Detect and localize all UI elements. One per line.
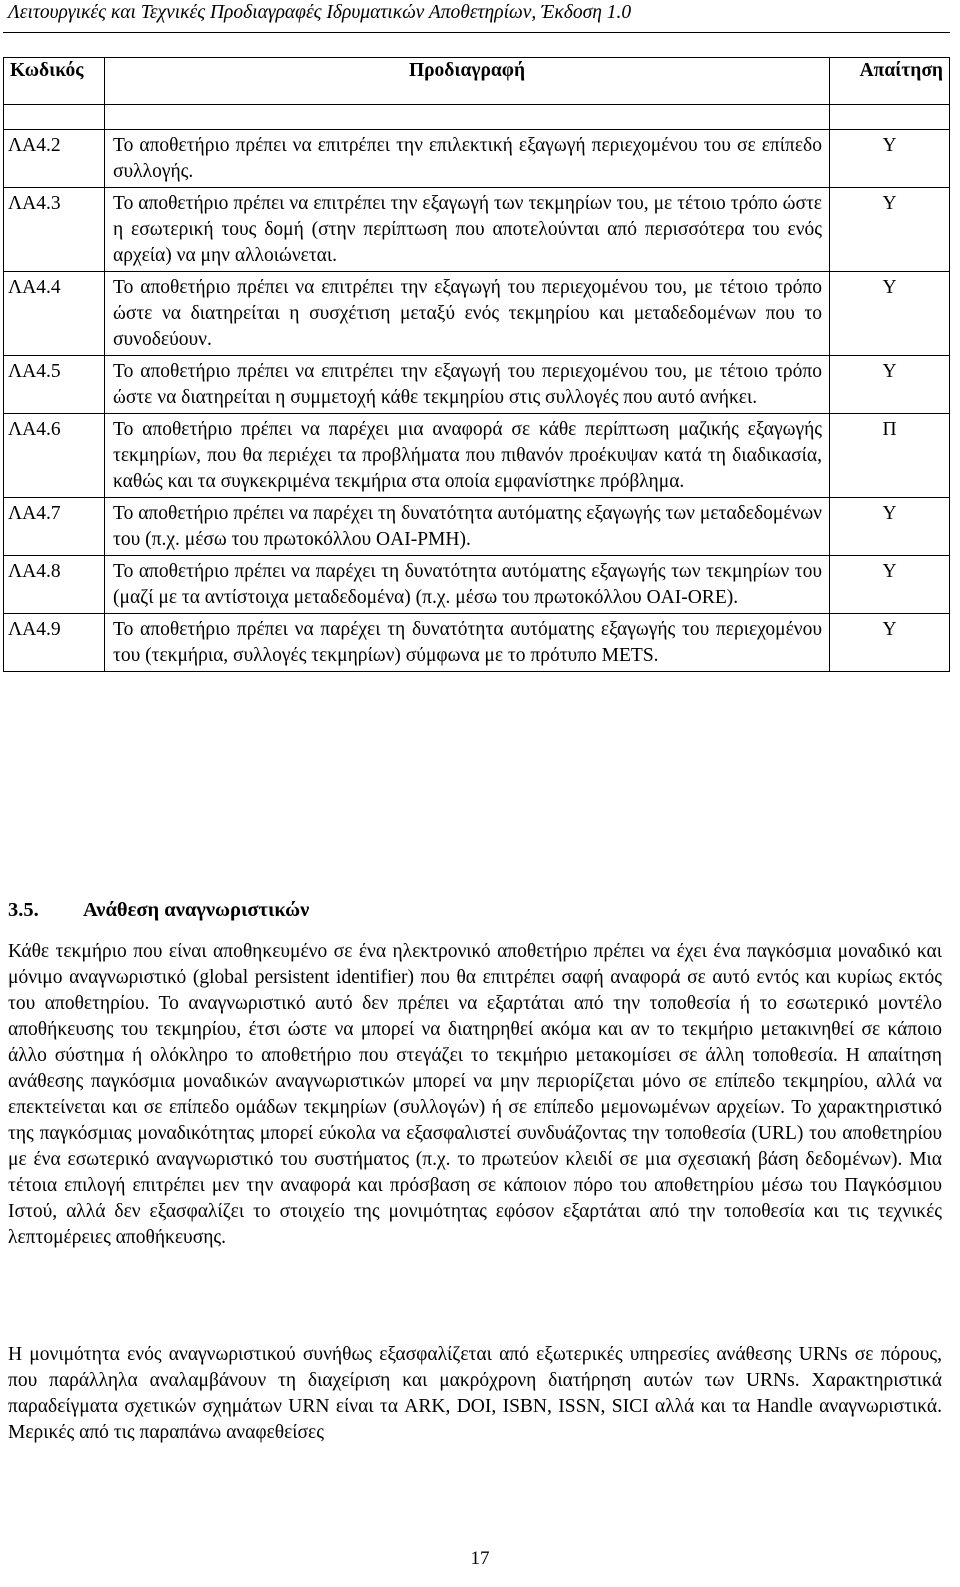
- requirements-table: [3, 57, 950, 672]
- header-spec: Προδιαγραφή: [105, 58, 830, 105]
- table-row: [4, 272, 950, 356]
- row-text: Το αποθετήριο πρέπει να παρέχει τη δυνατότητα αυτόματης εξαγωγής των τεκμηρίων του (μαζί με τα αντίστοιχα μεταδεδομένα) (π.χ. μέσω του πρωτοκόλλου OAI-ORE).: [105, 556, 830, 614]
- row-text: Το αποθετήριο πρέπει να παρέχει μια αναφορά σε κάθε περίπτωση μαζικής εξαγωγής τεκμηρίων, που θα περιέχει τα προβλήματα που πιθανόν προέκυψαν κατά τη διαδικασία, καθώς και τα συγκεκριμένα τεκμήρια στα οποία εμφανίστηκε πρόβλημα.: [105, 414, 830, 498]
- table-spacer-row: [4, 105, 950, 130]
- table-row: [4, 614, 950, 672]
- row-code: ΛΑ4.8: [4, 556, 105, 614]
- table-row: [4, 130, 950, 188]
- row-text: Το αποθετήριο πρέπει να επιτρέπει την εξαγωγή του περιεχομένου του, με τέτοιο τρόπο ώστε να διατηρείται η συμμετοχή κάθε τεκμηρίου στις συλλογές που αυτό ανήκει.: [105, 356, 830, 414]
- table-row: [4, 498, 950, 556]
- row-requirement: Υ: [830, 556, 950, 614]
- row-code: ΛΑ4.2: [4, 130, 105, 188]
- row-requirement: Υ: [830, 188, 950, 272]
- header-rule: [3, 32, 950, 33]
- row-requirement: Υ: [830, 356, 950, 414]
- running-header: Λειτουργικές και Τεχνικές Προδιαγραφές Ιδρυματικών Αποθετηρίων, Έκδοση 1.0: [8, 2, 632, 23]
- row-requirement: Υ: [830, 272, 950, 356]
- row-text: Το αποθετήριο πρέπει να επιτρέπει την εξαγωγή των τεκμηρίων του, με τέτοιο τρόπο ώστε η εσωτερική τους δομή (στην περίπτωση που αποτελούνται από περισσότερα του ενός αρχεία) να μην αλλοιώνεται.: [105, 188, 830, 272]
- table-row: [4, 414, 950, 498]
- row-code: ΛΑ4.9: [4, 614, 105, 672]
- row-text: Το αποθετήριο πρέπει να παρέχει τη δυνατότητα αυτόματης εξαγωγής του περιεχομένου του (τεκμήρια, συλλογές τεκμηρίων) σύμφωνα με το πρότυπο METS.: [105, 614, 830, 672]
- table-header-row: [4, 58, 950, 105]
- section-number: 3.5.: [8, 899, 39, 921]
- row-code: ΛΑ4.5: [4, 356, 105, 414]
- table-row: [4, 188, 950, 272]
- row-text: Το αποθετήριο πρέπει να επιτρέπει την επιλεκτική εξαγωγή περιεχομένου του σε επίπεδο συλλογής.: [105, 130, 830, 188]
- section-heading: [8, 899, 309, 922]
- row-requirement: Υ: [830, 498, 950, 556]
- header-requirement: Απαίτηση: [830, 58, 950, 105]
- row-requirement: Υ: [830, 130, 950, 188]
- body-paragraph: Κάθε τεκμήριο που είναι αποθηκευμένο σε ένα ηλεκτρονικό αποθετήριο πρέπει να έχει ένα παγκόσμια μοναδικό και μόνιμο αναγνωριστικό (global persistent identifier) που θα επιτρέπει σαφή αναφορά σε αυτό εντός και κυρίως εκτός του αποθετηρίου. Το αναγνωριστικό αυτό δεν πρέπει να εξαρτάται από την τοποθεσία ή το εσωτερικό μοντέλο αποθήκευσης του τεκμηρίου, έτσι ώστε να μπορεί να διατηρηθεί ακόμα και αν το τεκμήριο μετακινηθεί σε κάποιο άλλο σύστημα ή ολόκληρο το αποθετήριο που στεγάζει το τεκμήριο μετακομίσει σε άλλη τοποθεσία. Η απαίτηση ανάθεσης παγκόσμια μοναδικών αναγνωριστικών μπορεί να μην περιορίζεται μόνο σε επίπεδο τεκμηρίου, αλλά να επεκτείνεται και σε επίπεδο ομάδων τεκμηρίων (συλλογών) ή σε επίπεδο μεμονωμένων αρχείων. Το χαρακτηριστικό της παγκόσμιας μοναδικότητας μπορεί εύκολα να εξασφαλιστεί συνδυάζοντας την τοποθεσία (URL) του αποθετηρίου με ένα εσωτερικό αναγνωριστικό του συστήματος (π.χ. το πρωτεύον κλειδί σε μια σχεσιακή βάση δεδομένων). Μια τέτοια επιλογή επιτρέπει μεν την αναφορά και πρόσβαση σε κάποιον πόρο του αποθετηρίου μέσω του Παγκόσμιου Ιστού, αλλά δεν εξασφαλίζει το στοιχείο της μονιμότητας εφόσον εξαρτάται από την τοποθεσία και τις τεχνικές λεπτομέρειες αποθήκευσης.: [8, 941, 942, 1248]
- table-row: [4, 556, 950, 614]
- page-number: 17: [470, 1548, 490, 1569]
- table-row: [4, 356, 950, 414]
- row-code: ΛΑ4.6: [4, 414, 105, 498]
- section-title: Ανάθεση αναγνωριστικών: [83, 899, 310, 921]
- row-code: ΛΑ4.4: [4, 272, 105, 356]
- row-code: ΛΑ4.7: [4, 498, 105, 556]
- body-paragraph: Η μονιμότητα ενός αναγνωριστικού συνήθως εξασφαλίζεται από εξωτερικές υπηρεσίες ανάθεσης URNs σε πόρους, που παράλληλα αναλαμβάνουν τη διαχείριση και μακρόχρονη διατήρηση αυτών των URNs. Χαρακτηριστικά παραδείγματα σχετικών σχημάτων URN είναι τα ARK, DOI, ISBN, ISSN, SICI αλλά και τα Handle αναγνωριστικά. Μερικές από τις παραπάνω αναφεθείσες: [8, 1344, 942, 1443]
- row-text: Το αποθετήριο πρέπει να επιτρέπει την εξαγωγή του περιεχομένου του, με τέτοιο τρόπο ώστε να διατηρείται η συσχέτιση μεταξύ ενός τεκμηρίου και μεταδεδομένων που το συνοδεύουν.: [105, 272, 830, 356]
- row-requirement: Π: [830, 414, 950, 498]
- row-text: Το αποθετήριο πρέπει να παρέχει τη δυνατότητα αυτόματης εξαγωγής των μεταδεδομένων του (π.χ. μέσω του πρωτοκόλλου OAI-PMH).: [105, 498, 830, 556]
- row-requirement: Υ: [830, 614, 950, 672]
- row-code: ΛΑ4.3: [4, 188, 105, 272]
- header-code: Κωδικός: [4, 58, 105, 105]
